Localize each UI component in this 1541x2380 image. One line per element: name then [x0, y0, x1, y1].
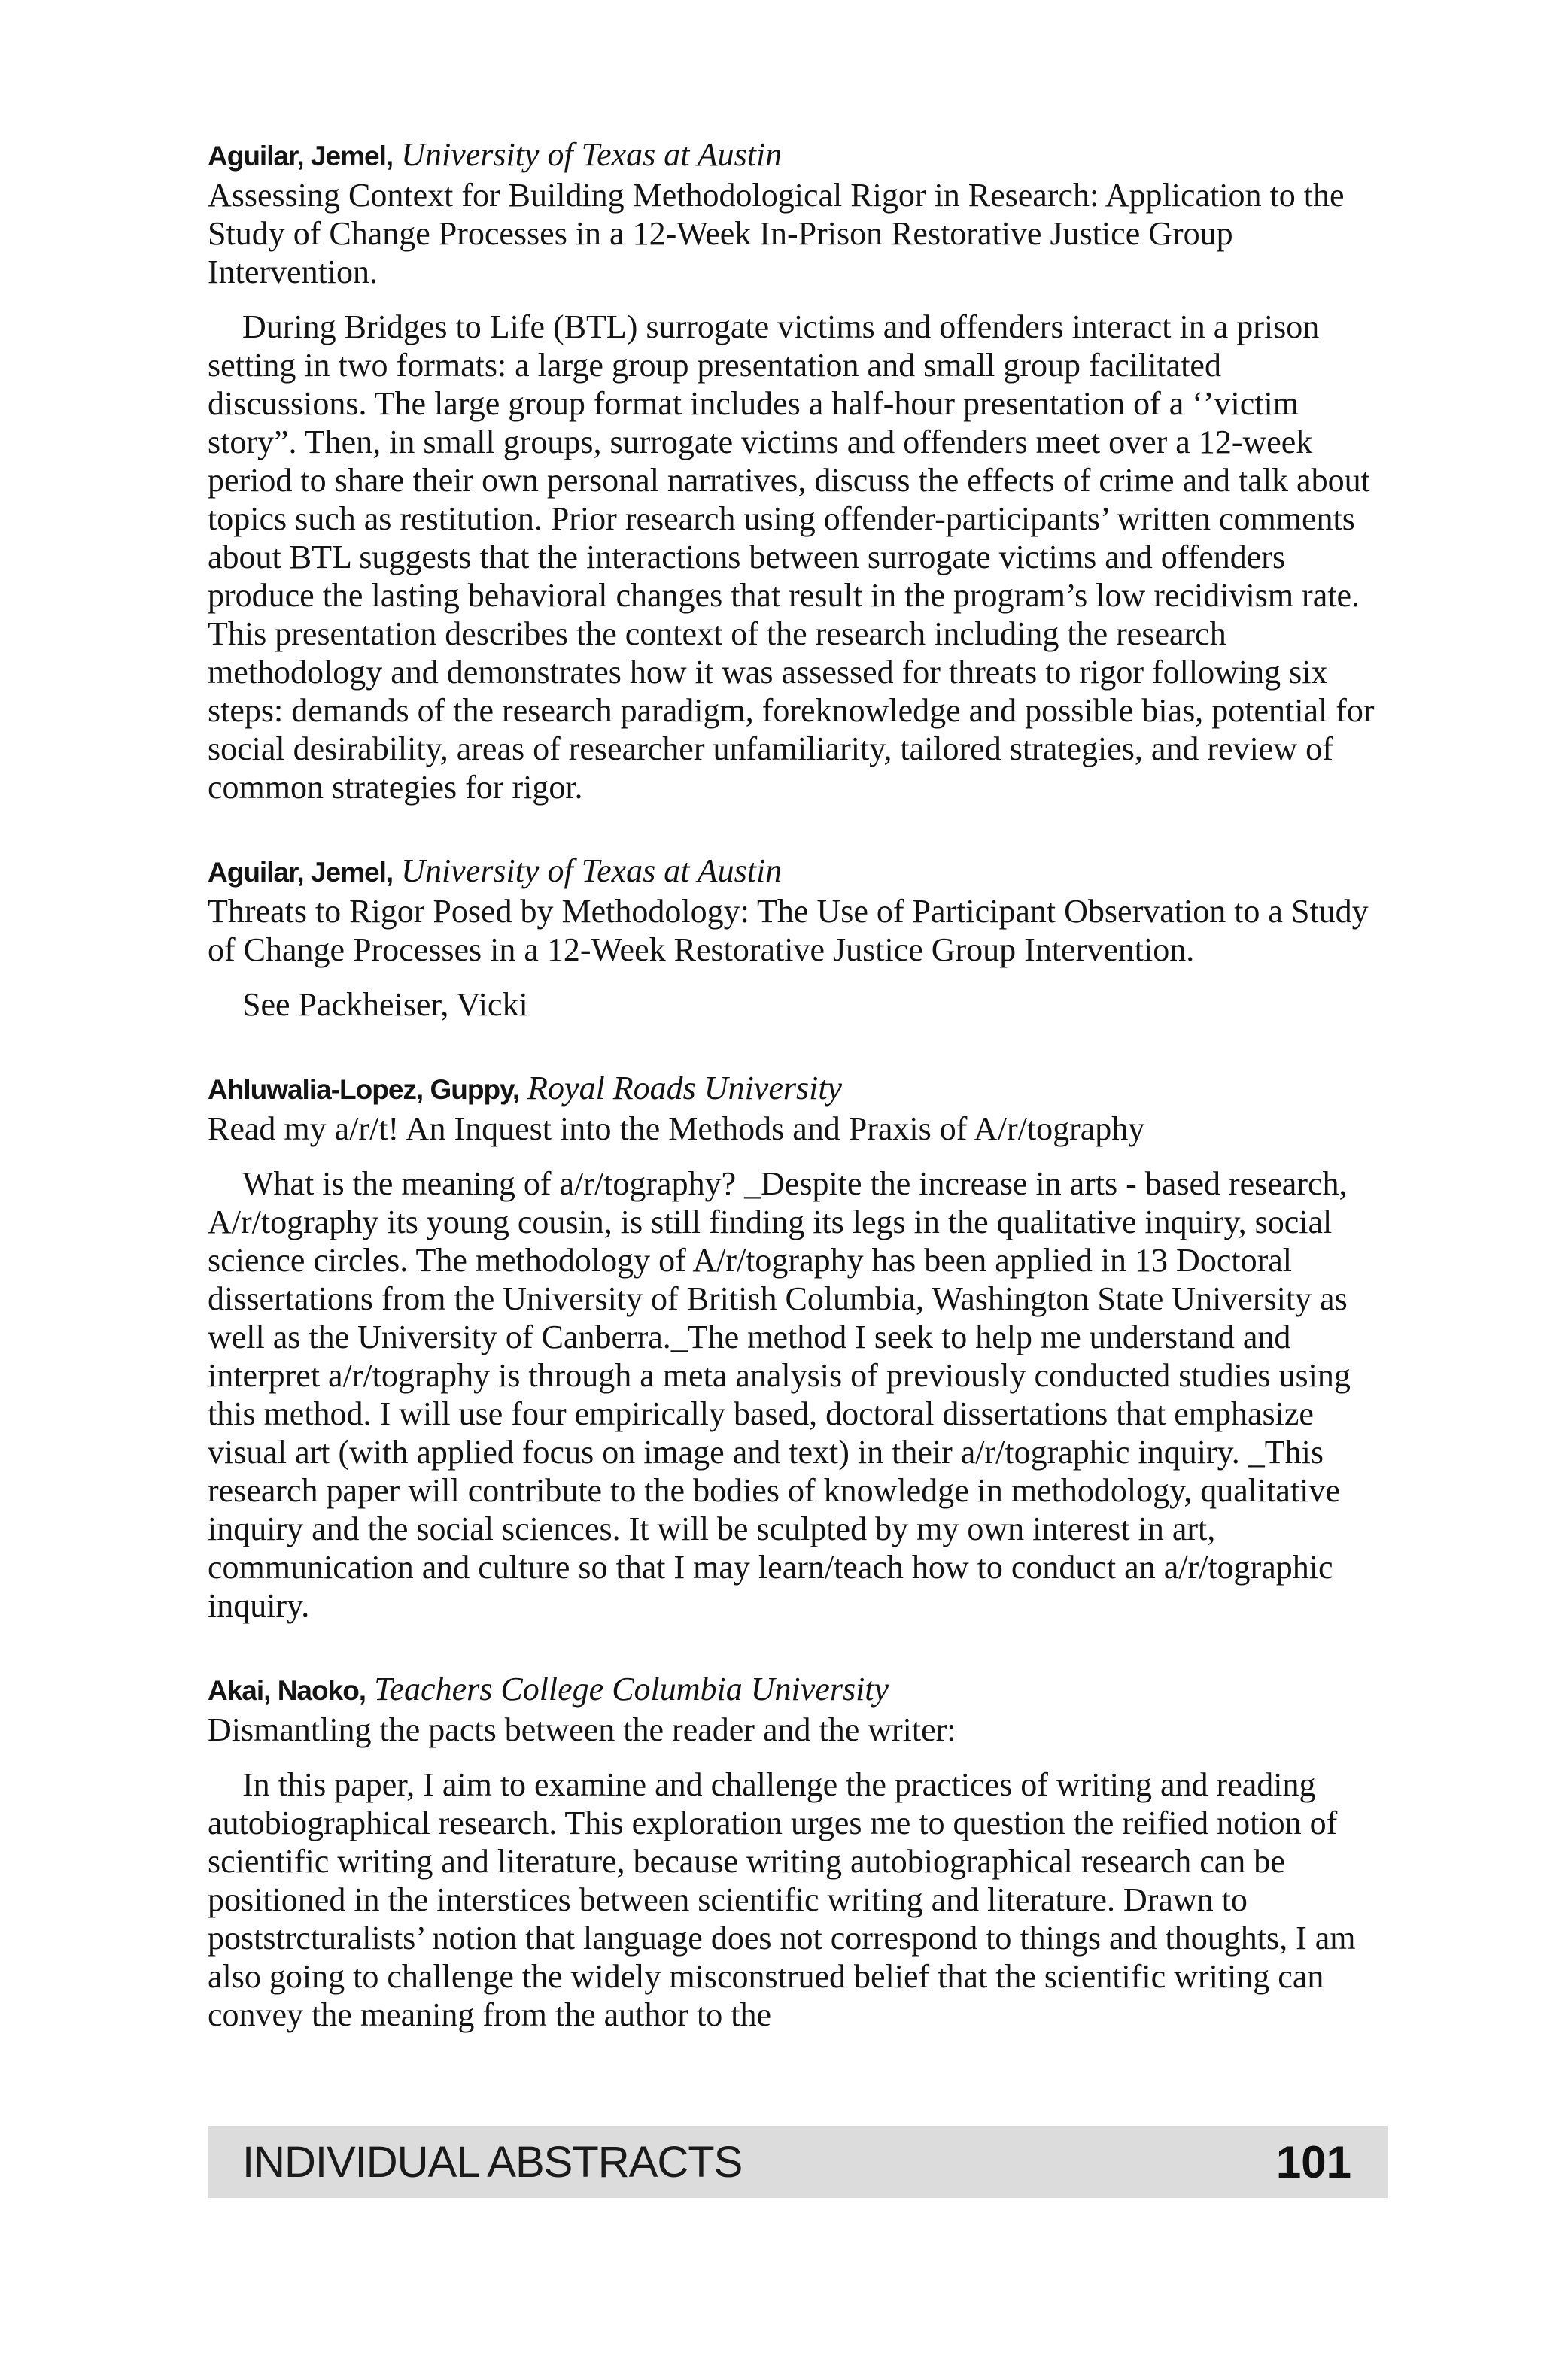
author-name: Akai, Naoko, [208, 1675, 366, 1706]
author-affiliation: University of Texas at Austin [401, 136, 783, 173]
abstract-title: Read my a/r/t! An Inquest into the Methods and Praxis of A/r/tography [208, 1110, 1145, 1147]
entry-header [208, 1670, 1388, 1711]
abstract-entry [208, 852, 1388, 1024]
abstracts-page [208, 135, 1388, 2079]
abstract-entry [208, 1670, 1388, 2034]
entry-header [208, 852, 1388, 892]
author-affiliation: University of Texas at Austin [401, 852, 783, 889]
page-footer [208, 2126, 1388, 2198]
abstract-entry [208, 1069, 1388, 1625]
abstract-title: Threats to Rigor Posed by Methodology: The Use of Participant Observation to a Study of Change Processes in a 12-Week Restorative Justice Group Intervention. [208, 893, 1369, 968]
author-affiliation: Royal Roads University [527, 1070, 843, 1107]
entry-header [208, 135, 1388, 176]
author-name: Aguilar, Jemel, [208, 857, 394, 888]
section-label: INDIVIDUAL ABSTRACTS [242, 2137, 743, 2187]
abstract-entry [208, 135, 1388, 806]
page-number: 101 [1275, 2136, 1351, 2187]
author-name: Ahluwalia-Lopez, Guppy, [208, 1074, 520, 1105]
abstract-body: What is the meaning of a/r/tography? _Despite the increase in arts - based research, A/r/tography its young cousin, is still finding its legs in the qualitative inquiry, social science circles. The methodology of A/r/tography has been applied in 13 Doctoral dissertations from the University of British Columbia, Washington State University as well as the University of Canberra._The method I seek to help me understand and interpret a/r/tography is through a meta analysis of previously conducted studies using this method. I will use four empirically based, doctoral dissertations that emphasize visual art (with applied focus on image and text) in their a/r/tographic inquiry. _This research paper will contribute to the bodies of knowledge in methodology, qualitative inquiry and the social sciences. It will be sculpted by my own interest in art, communication and culture so that I may learn/teach how to conduct an a/r/tographic inquiry. [208, 1165, 1351, 1624]
author-name: Aguilar, Jemel, [208, 141, 394, 172]
abstract-body: During Bridges to Life (BTL) surrogate victims and offenders interact in a prison setting in two formats: a large group presentation and small group facilitated discussions. The large group format includes a half-hour presentation of a ‘’victim story”. Then, in small groups, surrogate victims and offenders meet over a 12-week period to share their own personal narratives, discuss the effects of crime and talk about topics such as restitution. Prior research using offender-participants’ written comments about BTL suggests that the interactions between surrogate victims and offenders produce the lasting behavioral changes that result in the program’s low recidivism rate. This presentation describes the context of the research including the research methodology and demonstrates how it was assessed for threats to rigor following six steps: demands of the research paradigm, foreknowledge and possible bias, potential for social desirability, areas of researcher unfamiliarity, tailored strategies, and review of common strategies for rigor. [208, 308, 1375, 806]
abstract-title: Assessing Context for Building Methodological Rigor in Research: Application to the Study of Change Processes in a 12-Week In-Prison Restorative Justice Group Intervention. [208, 177, 1345, 290]
entry-header [208, 1069, 1388, 1110]
abstract-title: Dismantling the pacts between the reader and the writer: [208, 1711, 956, 1748]
author-affiliation: Teachers College Columbia University [374, 1671, 889, 1708]
abstract-body: See Packheiser, Vicki [242, 986, 528, 1023]
abstract-body: In this paper, I aim to examine and challenge the practices of writing and reading autobiographical research. This exploration urges me to question the reified notion of scientific writing and literature, because writing autobiographical research can be positioned in the interstices between scientific writing and literature. Drawn to poststrcturalists’ notion that language does not correspond to things and thoughts, I am also going to challenge the widely misconstrued belief that the scientific writing can convey the meaning from the author to the [208, 1766, 1356, 2033]
